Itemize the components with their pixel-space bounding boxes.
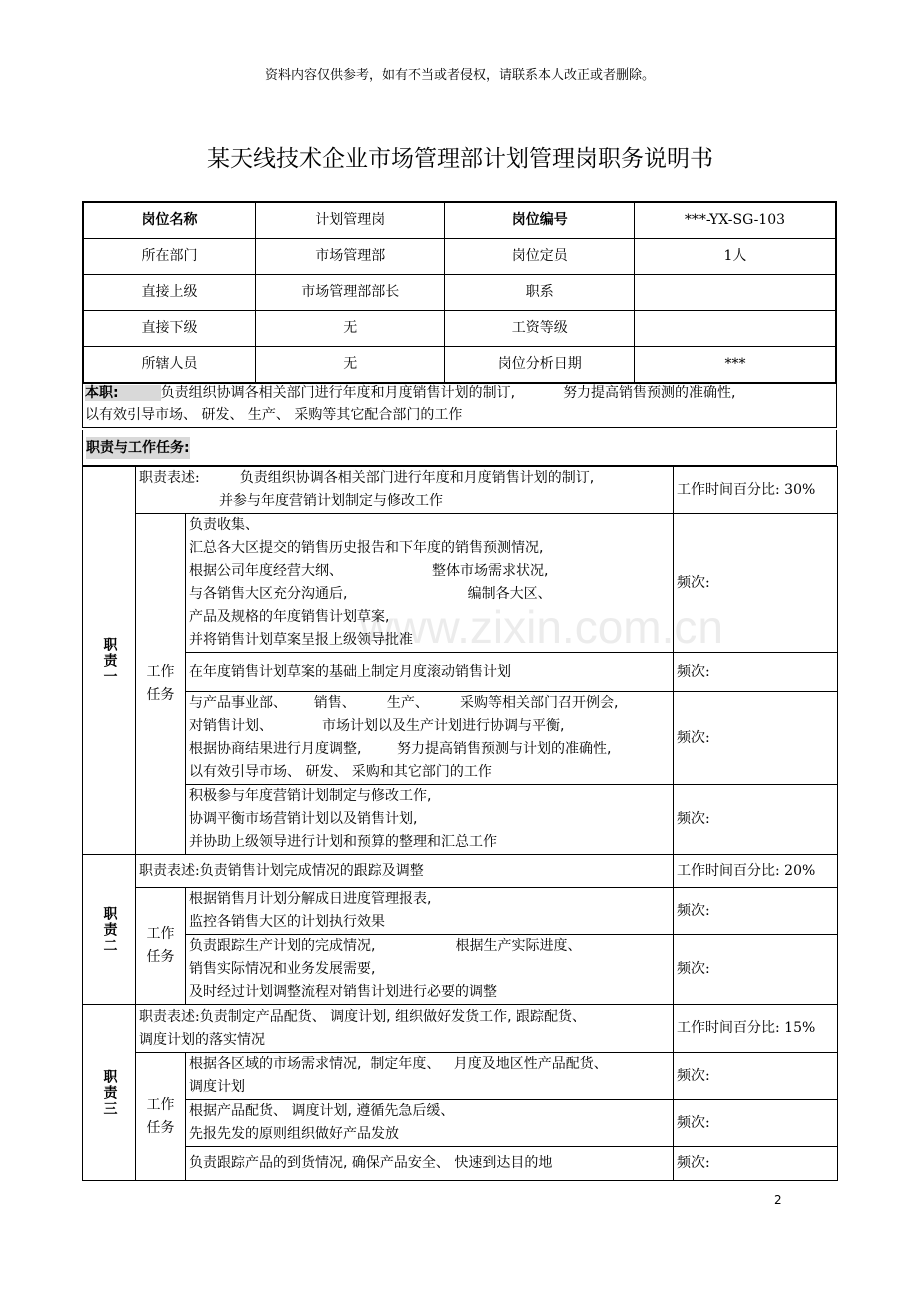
info-value: ***-YX-SG-103 xyxy=(634,202,836,239)
duty-name: 职责一 xyxy=(83,467,136,855)
duty-statement-row xyxy=(83,467,838,514)
info-value xyxy=(634,275,836,311)
duty-statement-label: 职责表述: xyxy=(139,862,200,879)
job-summary-text2: 努力提高销售预测的准确性, xyxy=(563,385,736,401)
info-label: 职系 xyxy=(445,275,635,311)
task-line: 根据销售月计划分解成日进度管理报表, xyxy=(189,891,432,907)
task-line: 以有效引导市场、 研发、 采购和其它部门的工作 xyxy=(189,764,492,780)
duty-statement xyxy=(136,467,674,514)
task-line: 根据公司年度经营大纲、 整体市场需求状况, xyxy=(189,563,549,579)
task-line: 协调平衡市场营销计划以及销售计划, xyxy=(189,811,418,827)
task-row xyxy=(83,1147,838,1181)
copyright-notice: 资料内容仅供参考，如有不当或者侵权，请联系本人改正或者删除。 xyxy=(264,68,655,83)
info-label: 工资等级 xyxy=(445,311,635,347)
job-info-table xyxy=(82,201,837,384)
info-value: 无 xyxy=(255,347,445,384)
task-line: 负责收集、 xyxy=(189,517,259,533)
task-line: 负责跟踪生产计划的完成情况, 根据生产实际进度、 xyxy=(189,938,582,954)
task-description xyxy=(186,1147,674,1181)
page-number: 2 xyxy=(774,1193,782,1207)
duty-statement xyxy=(136,855,674,888)
info-value: 市场管理部部长 xyxy=(255,275,445,311)
task-description xyxy=(186,785,674,855)
task-line: 监控各销售大区的计划执行效果 xyxy=(189,914,385,930)
info-row-managed-staff xyxy=(83,347,836,384)
info-label: 岗位定员 xyxy=(445,239,635,275)
info-value: *** xyxy=(634,347,836,384)
job-summary-label: 本职: xyxy=(85,385,161,401)
info-label: 岗位编号 xyxy=(445,202,635,239)
info-row-position-name xyxy=(83,202,836,239)
task-row xyxy=(83,692,838,785)
task-row xyxy=(83,1053,838,1100)
duties-table xyxy=(82,466,838,1181)
info-label: 岗位分析日期 xyxy=(445,347,635,384)
task-description xyxy=(186,514,674,653)
task-description xyxy=(186,653,674,692)
duty-name: 职责三 xyxy=(83,1005,136,1181)
task-line: 根据各区域的市场需求情况, 制定年度、 月度及地区性产品配货、 xyxy=(189,1056,608,1072)
task-line: 产品及规格的年度销售计划草案, xyxy=(189,609,390,625)
info-value: 市场管理部 xyxy=(255,239,445,275)
duty-statement-line1: 负责组织协调各相关部门进行年度和月度销售计划的制订, xyxy=(239,470,595,486)
task-line: 根据产品配货、 调度计划, 遵循先急后缓、 xyxy=(189,1103,455,1119)
task-row xyxy=(83,888,838,935)
duties-header-label: 职责与工作任务: xyxy=(86,437,190,459)
task-description xyxy=(186,935,674,1005)
task-line: 与各销售大区充分沟通后, 编制各大区、 xyxy=(189,586,552,602)
task-description xyxy=(186,1053,674,1100)
task-line: 在年度销售计划草案的基础上制定月度滚动销售计划 xyxy=(189,663,511,680)
document-title: 某天线技术企业市场管理部计划管理岗职务说明书 xyxy=(207,146,713,172)
task-description xyxy=(186,888,674,935)
duty-statement-label: 职责表述: xyxy=(139,470,200,486)
task-line: 汇总各大区提交的销售历史报告和下年度的销售预测情况, xyxy=(189,540,544,556)
duty-statement-row xyxy=(83,855,838,888)
task-line: 并协助上级领导进行计划和预算的整理和汇总工作 xyxy=(189,834,497,850)
info-value: 无 xyxy=(255,311,445,347)
duty-statement-label: 职责表述: xyxy=(139,1008,200,1025)
info-value: 计划管理岗 xyxy=(255,202,445,239)
job-summary-text1: 负责组织协调各相关部门进行年度和月度销售计划的制订, xyxy=(160,385,516,401)
task-row xyxy=(83,935,838,1005)
task-line: 负责跟踪产品的到货情况, 确保产品安全、 快速到达目的地 xyxy=(189,1155,553,1171)
task-frequency: 频次: xyxy=(674,653,838,692)
task-line: 调度计划 xyxy=(189,1079,245,1095)
task-group-label: 工作任务 xyxy=(136,1053,186,1181)
info-label: 岗位名称 xyxy=(83,202,255,239)
time-percentage: 工作时间百分比: 15% xyxy=(674,1005,838,1053)
task-row xyxy=(83,514,838,653)
info-label: 直接下级 xyxy=(83,311,255,347)
duty-statement-line1: 负责制定产品配货、 调度计划, 组织做好发货工作, 跟踪配货、 xyxy=(199,1008,586,1025)
task-line: 及时经过计划调整流程对销售计划进行必要的调整 xyxy=(189,984,497,1000)
task-frequency: 频次: xyxy=(674,514,838,653)
info-label: 所在部门 xyxy=(83,239,255,275)
info-value xyxy=(634,311,836,347)
task-line: 销售实际情况和业务发展需要, xyxy=(189,961,376,977)
info-value: 1人 xyxy=(634,239,836,275)
time-percentage: 工作时间百分比: 30% xyxy=(674,467,838,514)
task-line: 积极参与年度营销计划制定与修改工作, xyxy=(189,788,432,804)
task-row xyxy=(83,785,838,855)
duty-statement xyxy=(136,1005,674,1053)
task-frequency: 频次: xyxy=(674,692,838,785)
task-frequency: 频次: xyxy=(674,1100,838,1147)
task-frequency: 频次: xyxy=(674,888,838,935)
task-description xyxy=(186,1100,674,1147)
task-line: 并将销售计划草案呈报上级领导批准 xyxy=(189,632,413,648)
task-frequency: 频次: xyxy=(674,785,838,855)
job-summary-text3: 以有效引导市场、 研发、 生产、 采购等其它配合部门的工作 xyxy=(85,407,463,423)
duty-statement-line2: 调度计划的落实情况 xyxy=(139,1031,265,1048)
job-summary xyxy=(82,382,837,428)
task-frequency: 频次: xyxy=(674,1147,838,1181)
duty-statement-row xyxy=(83,1005,838,1053)
info-row-department xyxy=(83,239,836,275)
duties-header xyxy=(82,430,837,466)
task-frequency: 频次: xyxy=(674,935,838,1005)
info-label: 所辖人员 xyxy=(83,347,255,384)
task-group-label: 工作任务 xyxy=(136,514,186,855)
task-line: 对销售计划、 市场计划以及生产计划进行协调与平衡, xyxy=(189,718,565,734)
task-line: 先报先发的原则组织做好产品发放 xyxy=(189,1126,399,1142)
task-line: 根据协商结果进行月度调整, 努力提高销售预测与计划的准确性, xyxy=(189,741,612,757)
duty-statement-line1: 负责销售计划完成情况的跟踪及调整 xyxy=(199,862,424,879)
duty-statement-line2: 并参与年度营销计划制定与修改工作 xyxy=(219,493,443,509)
task-frequency: 频次: xyxy=(674,1053,838,1100)
task-row xyxy=(83,1100,838,1147)
info-label: 直接上级 xyxy=(83,275,255,311)
time-percentage: 工作时间百分比: 20% xyxy=(674,855,838,888)
task-description xyxy=(186,692,674,785)
task-row xyxy=(83,653,838,692)
task-line: 与产品事业部、 销售、 生产、 采购等相关部门召开例会, xyxy=(189,695,619,711)
watermark: www.zixin.com.cn xyxy=(360,601,723,653)
info-row-direct-superior xyxy=(83,275,836,311)
info-row-direct-subordinate xyxy=(83,311,836,347)
duty-name: 职责二 xyxy=(83,855,136,1005)
task-group-label: 工作任务 xyxy=(136,888,186,1005)
